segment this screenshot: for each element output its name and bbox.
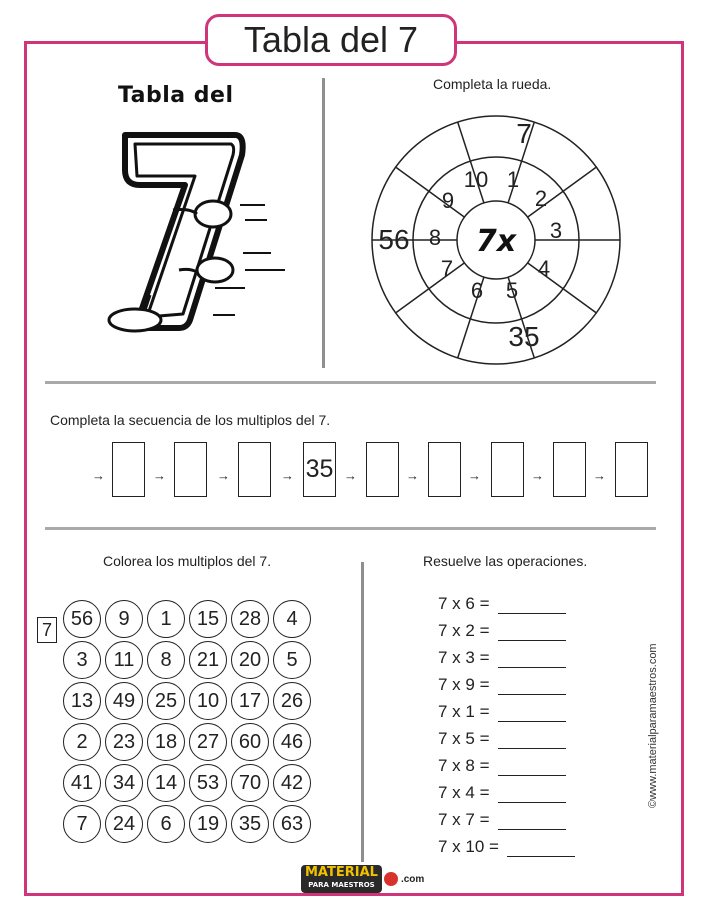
answer-blank[interactable] <box>498 625 566 641</box>
wheel-inner-9: 9 <box>441 188 455 213</box>
number-circle[interactable]: 35 <box>231 805 269 843</box>
operation-text: 7 x 3 = <box>438 648 490 667</box>
arrow-icon: → <box>344 468 357 483</box>
sequence-box-9[interactable] <box>615 442 648 497</box>
number-circle[interactable]: 53 <box>189 764 227 802</box>
operation-row <box>438 783 566 803</box>
sequence-instruction: Completa la secuencia de los multiplos del 7. <box>50 412 331 428</box>
number-circle[interactable]: 28 <box>231 600 269 638</box>
operation-row <box>438 837 575 857</box>
number-circle[interactable]: 60 <box>231 723 269 761</box>
wheel-inner-2: 2 <box>534 186 548 211</box>
number-circle[interactable]: 46 <box>273 723 311 761</box>
sequence-box-6[interactable] <box>428 442 461 497</box>
color-key-box: 7 <box>37 617 57 643</box>
wheel-outer-35: 35 <box>508 321 540 352</box>
wheel-inner-5: 5 <box>505 278 519 303</box>
wheel-inner-1: 1 <box>506 167 520 192</box>
number-circle[interactable]: 10 <box>189 682 227 720</box>
top-vertical-divider <box>322 78 325 368</box>
arrow-icon: → <box>281 468 294 483</box>
answer-blank[interactable] <box>498 733 566 749</box>
wheel-outer-56: 56 <box>378 224 410 255</box>
sequence-box-8[interactable] <box>553 442 586 497</box>
brand-logo <box>301 864 424 894</box>
wheel-outer-7: 7 <box>516 118 532 149</box>
number-circle[interactable]: 2 <box>63 723 101 761</box>
number-circle[interactable]: 20 <box>231 641 269 679</box>
operation-text: 7 x 10 = <box>438 837 499 856</box>
operation-row <box>438 729 566 749</box>
number-circle[interactable]: 21 <box>189 641 227 679</box>
side-credit: ©www.materialparamaestros.com <box>647 643 659 808</box>
logo-badge <box>301 865 382 893</box>
operation-text: 7 x 1 = <box>438 702 490 721</box>
number-circle[interactable]: 9 <box>105 600 143 638</box>
answer-blank[interactable] <box>498 598 566 614</box>
operation-row <box>438 675 566 695</box>
operation-row <box>438 702 566 722</box>
sequence-box-4[interactable]: 35 <box>303 442 336 497</box>
number-circle[interactable]: 63 <box>273 805 311 843</box>
answer-blank[interactable] <box>498 652 566 668</box>
number-circle[interactable]: 18 <box>147 723 185 761</box>
sequence-box-2[interactable] <box>174 442 207 497</box>
number-circle[interactable]: 56 <box>63 600 101 638</box>
wheel-inner-6: 6 <box>470 278 484 303</box>
answer-blank[interactable] <box>498 814 566 830</box>
operation-text: 7 x 9 = <box>438 675 490 694</box>
divider-middle <box>45 527 656 530</box>
number-circle[interactable]: 5 <box>273 641 311 679</box>
answer-blank[interactable] <box>498 787 566 803</box>
wheel-spoke <box>396 263 465 313</box>
number-circle[interactable]: 23 <box>105 723 143 761</box>
wheel-inner-10: 10 <box>463 167 489 192</box>
operation-text: 7 x 6 = <box>438 594 490 613</box>
number-circle[interactable]: 26 <box>273 682 311 720</box>
arrow-icon: → <box>92 468 105 483</box>
wheel-instruction: Completa la rueda. <box>433 76 552 92</box>
number-circle[interactable]: 70 <box>231 764 269 802</box>
number-circle[interactable]: 17 <box>231 682 269 720</box>
arrow-icon: → <box>468 468 481 483</box>
wheel-inner-3: 3 <box>549 218 563 243</box>
number-circle[interactable]: 19 <box>189 805 227 843</box>
operation-text: 7 x 4 = <box>438 783 490 802</box>
operation-text: 7 x 5 = <box>438 729 490 748</box>
number-circle[interactable]: 6 <box>147 805 185 843</box>
apple-icon <box>384 872 398 886</box>
arrow-icon: → <box>531 468 544 483</box>
seven-shape <box>125 135 243 328</box>
operation-row <box>438 810 566 830</box>
number-circle[interactable]: 15 <box>189 600 227 638</box>
operation-row <box>438 594 566 614</box>
running-seven-clipart <box>95 110 305 350</box>
wheel-center-label: 7x <box>475 224 517 259</box>
logo-sub-text: PARA MAESTROS <box>308 881 375 889</box>
number-circle[interactable]: 3 <box>63 641 101 679</box>
answer-blank[interactable] <box>507 841 575 857</box>
arrow-icon: → <box>153 468 166 483</box>
number-circle[interactable]: 1 <box>147 600 185 638</box>
wheel-inner-7: 7 <box>440 256 454 281</box>
operation-text: 7 x 8 = <box>438 756 490 775</box>
operation-row <box>438 648 566 668</box>
color-instruction: Colorea los multiplos del 7. <box>103 553 272 569</box>
page-title: Tabla del 7 <box>205 14 457 66</box>
wheel-inner-4: 4 <box>537 256 551 281</box>
number-circle[interactable]: 41 <box>63 764 101 802</box>
number-circle[interactable]: 49 <box>105 682 143 720</box>
arrow-icon: → <box>217 468 230 483</box>
operations-instruction: Resuelve las operaciones. <box>423 553 588 569</box>
number-circle[interactable]: 13 <box>63 682 101 720</box>
sequence-box-7[interactable] <box>491 442 524 497</box>
sequence-box-3[interactable] <box>238 442 271 497</box>
number-circle[interactable]: 4 <box>273 600 311 638</box>
answer-blank[interactable] <box>498 760 566 776</box>
number-circle[interactable]: 25 <box>147 682 185 720</box>
operation-text: 7 x 7 = <box>438 810 490 829</box>
number-circle[interactable]: 42 <box>273 764 311 802</box>
number-circle[interactable]: 24 <box>105 805 143 843</box>
logo-main-text: MATERIAL <box>305 865 378 880</box>
answer-blank[interactable] <box>498 706 566 722</box>
number-circle[interactable]: 34 <box>105 764 143 802</box>
arrow-icon: → <box>406 468 419 483</box>
sequence-box-5[interactable] <box>366 442 399 497</box>
number-circle[interactable]: 27 <box>189 723 227 761</box>
divider-top <box>45 381 656 384</box>
number-circle[interactable]: 11 <box>105 641 143 679</box>
number-circle[interactable]: 14 <box>147 764 185 802</box>
clipart-title: Tabla del <box>118 83 234 108</box>
number-circle[interactable]: 8 <box>147 641 185 679</box>
operation-text: 7 x 2 = <box>438 621 490 640</box>
logo-suffix: .com <box>400 873 425 885</box>
arrow-icon: → <box>593 468 606 483</box>
bottom-vertical-divider <box>361 562 364 862</box>
multiplication-wheel <box>366 113 626 367</box>
operation-row <box>438 756 566 776</box>
sequence-box-1[interactable] <box>112 442 145 497</box>
wheel-inner-8: 8 <box>428 225 442 250</box>
operation-row <box>438 621 566 641</box>
number-circle[interactable]: 7 <box>63 805 101 843</box>
answer-blank[interactable] <box>498 679 566 695</box>
